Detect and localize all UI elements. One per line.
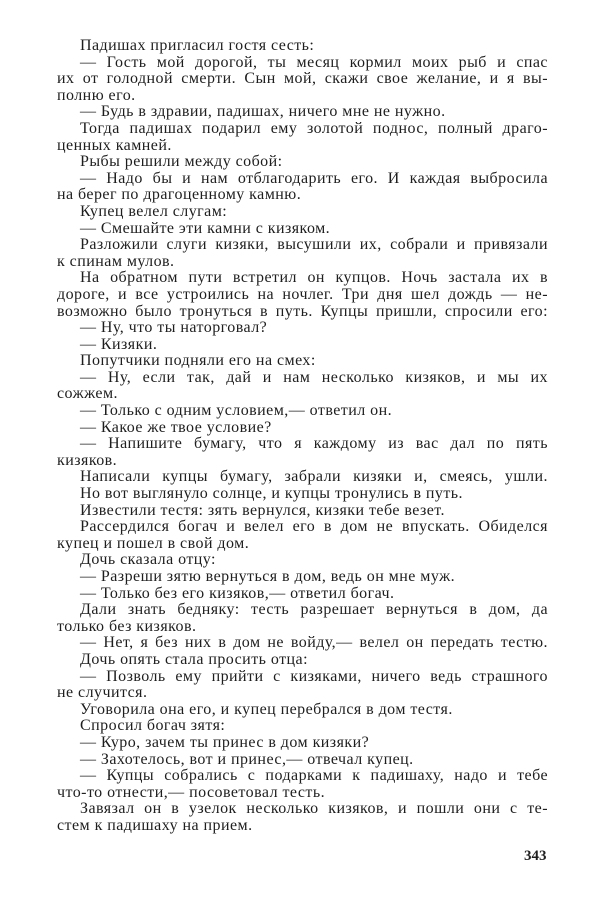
text-line: купец и пошел в свой дом. — [57, 534, 250, 552]
text-line: Рассердился богач и велел его в дом не впускать. Обиделся — [80, 519, 548, 536]
text-line: Дочь сказала отцу: — [80, 551, 216, 569]
text-line: Написали купцы бумагу, забрали кизяки и, смеясь, ушли. — [80, 469, 548, 486]
text-line: — Только с одним условием,— ответил он. — [80, 402, 393, 420]
text-line: — Смешайте эти камни с кизяком. — [80, 219, 331, 237]
text-line: Падишах пригласил гостя сесть: — [80, 37, 315, 54]
text-line: На обратном пути встретил он купцов. Ночь застала их в — [80, 270, 548, 287]
text-line: только без кизяков. — [57, 617, 197, 635]
text-line: — Ну, если так, дай и нам несколько кизяков, и мы их — [80, 369, 548, 386]
text-line: — Разреши зятю вернуться в дом, ведь он мне муж. — [80, 568, 456, 585]
text-line: кизяков. — [57, 451, 118, 469]
text-line: — Нет, я без них в дом не войду,— велел он передать тестю. — [80, 635, 548, 652]
text-line: на берег по драгоценному камню. — [57, 186, 302, 204]
text-line: Дочь опять стала просить отца: — [80, 650, 308, 668]
text-line: Рыбы решили между собой: — [80, 153, 283, 171]
text-line: возможно было тронуться в путь. Купцы пришли, спросили его: — [57, 303, 548, 320]
text-line: сожжем. — [57, 385, 118, 403]
text-line: — Только без его кизяков,— ответил богач. — [80, 584, 395, 602]
page-number: 343 — [524, 848, 547, 864]
text-line: полню его. — [57, 86, 136, 104]
text-line: к спинам мулов. — [57, 252, 175, 270]
page-text — [57, 38, 548, 835]
text-line: Но вот выглянуло солнце, и купцы тронулись в путь. — [80, 485, 464, 503]
text-line: их от голодной смерти. Сын мой, скажи свое желание, и я вы- — [57, 71, 548, 88]
text-line: Известили тестя: зять вернулся, кизяки тебе везет. — [80, 501, 445, 519]
text-line: — Позволь ему прийти с кизяками, ничего ведь страшного — [80, 668, 548, 685]
text-line: ценных камней. — [57, 136, 172, 154]
text-line: — Кизяки. — [80, 335, 158, 353]
text-line: Купец велел слугам: — [80, 202, 228, 220]
text-line: — Напишите бумагу, что я каждому из вас дал по пять — [80, 436, 548, 453]
text-line: дороге, и все устроились на ночлег. Три дня шел дождь — не- — [57, 286, 548, 303]
text-line: Завязал он в узелок несколько кизяков, и пошли они с те- — [80, 801, 548, 818]
text-line: — Какое же твое условие? — [80, 418, 272, 436]
text-line: — Ну, что ты наторговал? — [80, 319, 268, 337]
text-line: — Захотелось, вот и принес,— отвечал купец. — [80, 750, 414, 768]
text-line: — Куро, зачем ты принес в дом кизяки? — [80, 733, 370, 751]
text-line: Дали знать бедняку: тесть разрешает вернуться в дом, да — [80, 602, 548, 619]
text-line: Спросил богач зятя: — [80, 717, 226, 735]
text-line: Уговорила она его, и купец перебрался в дом тестя. — [80, 700, 453, 718]
text-line: что-то отнести,— посоветовал тесть. — [57, 783, 326, 801]
text-line: — Гость мой дорогой, ты месяц кормил моих рыб и спас — [80, 54, 548, 71]
text-line: стем к падишаху на прием. — [57, 816, 253, 834]
text-line: Разложили слуги кизяки, высушили их, собрали и привязали — [80, 237, 548, 254]
text-line: не случится. — [57, 684, 148, 702]
text-line: — Надо бы и нам отблагодарить его. И каждая выбросила — [80, 170, 548, 187]
text-line: — Будь в здравии, падишах, ничего мне не нужно. — [80, 103, 446, 121]
text-line: — Купцы собрались с подарками к падишаху, надо и тебе — [80, 768, 548, 785]
text-line: Попутчики подняли его на смех: — [80, 352, 316, 370]
text-line: Тогда падишах подарил ему золотой поднос, полный драго- — [80, 120, 548, 137]
